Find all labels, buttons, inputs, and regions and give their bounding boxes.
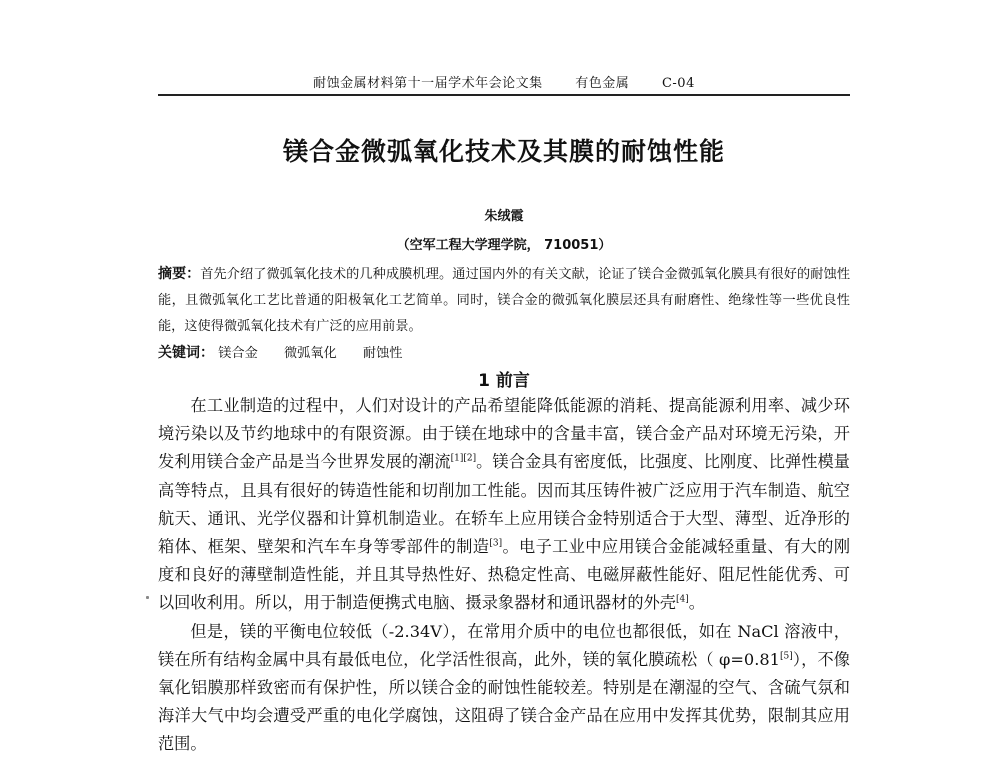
category-label: 有色金属 — [575, 76, 630, 91]
paper-title: 镁合金微弧氧化技术及其膜的耐蚀性能 — [282, 137, 725, 166]
author-name: 朱绒霞 — [484, 209, 524, 224]
author-affiliation: （空军工程大学理学院， 710051） — [396, 238, 612, 253]
text-segment: 。电子工业中应用镁合金能减轻重量、有大的刚度和良好的薄壁制造性能，并且其导热性好、热稳定性高、电磁屏蔽性能好、阻尼性能优秀、可以回收利用。所以，用于制造便携式电脑、摄录象器材和通讯器材的外壳 — [158, 537, 851, 613]
citation: [4] — [676, 595, 689, 606]
paragraph — [158, 618, 850, 759]
citation: [5] — [779, 651, 793, 662]
header-rule — [158, 94, 850, 96]
text-segment: ），不像氧化铝膜那样致密而有保护性，所以镁合金的耐蚀性能较差。特别是在潮湿的空气、含硫气氛和海洋大气中均会遭受严重的电化学腐蚀，这阻碍了镁合金产品在应用中发挥其优势，限制其应用范围。 — [158, 649, 850, 754]
keywords — [158, 340, 850, 367]
keyword: 耐蚀性 — [362, 346, 403, 361]
running-head — [158, 72, 850, 91]
scan-artifact — [146, 596, 149, 599]
paragraph — [158, 392, 850, 618]
section-heading: 1 前言 — [478, 371, 530, 391]
text-segment: 在工业制造的过程中，人们对设计的产品希望能降低能源的消耗、提高能源利用率、减少环境污染以及节约地球中的有限资源。由于镁在地球中的含量丰富，镁合金产品对环境无污染，开发利用镁合金产品是当今世界发展的潮流 — [158, 396, 850, 472]
paper-code: C-04 — [661, 76, 695, 91]
body-text — [158, 392, 850, 759]
keyword: 微弧氧化 — [283, 346, 337, 361]
citation: [3] — [489, 538, 503, 549]
citation: [1][2] — [450, 454, 477, 465]
text-segment: 但是，镁的平衡电位较低（-2.34V），在常用介质中的电位也都很低，如在 NaCl 溶液中，镁在所有结构金属中具有最低电位，化学活性很高，此外，镁的氧化膜疏松（ φ=0.81 — [158, 621, 850, 669]
keyword: 镁合金 — [218, 346, 258, 361]
text-segment: 。 — [688, 593, 705, 613]
abstract-text: 首先介绍了微弧氧化技术的几种成膜机理。通过国内外的有关文献，论证了镁合金微弧氧化膜具有很好的耐蚀性能，且微弧氧化工艺比普通的阳极氧化工艺简单。同时，镁合金的微弧氧化膜层还具有耐磨性、绝缘性等一些优良性能，这使得微弧氧化技术有广泛的应用前景。 — [158, 267, 851, 334]
keywords-label: 关键词： — [158, 345, 214, 361]
text-segment: 。镁合金具有密度低，比强度、比刚度、比弹性模量高等特点，且具有很好的铸造性能和切削加工性能。因而其压铸件被广泛应用于汽车制造、航空航天、通讯、光学仪器和计算机制造业。在轿车上应用镁合金特别适合于大型、薄型、近净形的箱体、框架、壁架和汽车车身等零部件的制造 — [158, 452, 850, 557]
abstract-label: 摘要： — [158, 266, 201, 282]
proceedings-title: 耐蚀金属材料第十一届学术年会论文集 — [313, 76, 543, 91]
abstract — [158, 261, 850, 340]
